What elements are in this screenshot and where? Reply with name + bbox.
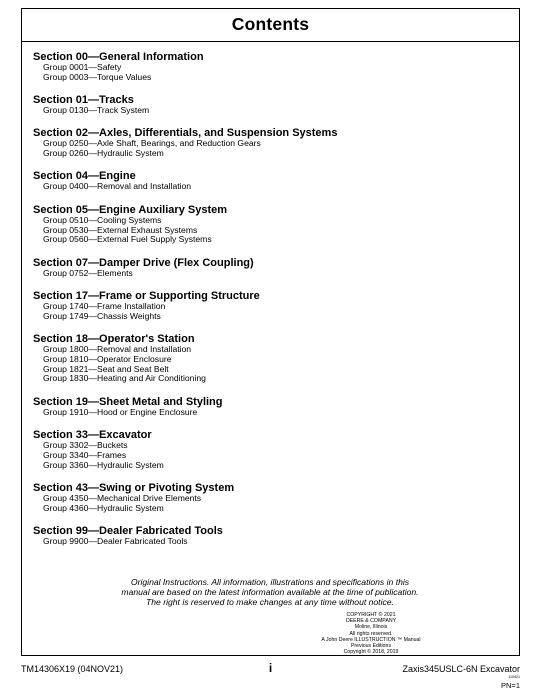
group-number: Group 1810— xyxy=(43,353,97,364)
section-title: Dealer Fabricated Tools xyxy=(99,525,223,538)
toc-section xyxy=(33,334,493,384)
section-number: Section 00— xyxy=(33,51,100,63)
group-title: Mechanical Drive Elements xyxy=(96,492,202,503)
group-number: Group 0510— xyxy=(43,214,97,225)
section-title: General Information xyxy=(99,51,204,63)
copyright-line: Previous Editions xyxy=(350,643,392,650)
group-number: Group 1830— xyxy=(43,373,97,384)
revision-code: 110421 xyxy=(508,675,520,679)
group-title: Torque Values xyxy=(96,71,152,82)
toc-section xyxy=(33,291,493,322)
toc-section xyxy=(33,128,493,159)
copyright-line: Copyright © 2018, 2019 xyxy=(343,649,399,656)
toc-section xyxy=(33,397,493,418)
copyright-block xyxy=(296,612,446,655)
toc-section xyxy=(33,483,493,514)
group-number: Group 1749— xyxy=(43,310,97,321)
section-title: Sheet Metal and Styling xyxy=(99,395,223,408)
section-number: Section 19— xyxy=(33,395,100,408)
copyright-line: All rights reserved. xyxy=(349,630,393,637)
group-entry[interactable] xyxy=(33,537,493,547)
group-entry[interactable] xyxy=(33,73,493,83)
group-title: Hydraulic System xyxy=(96,459,164,470)
group-title: Chassis Weights xyxy=(96,310,161,321)
group-number: Group 1740— xyxy=(43,300,97,311)
group-number: Group 0752— xyxy=(43,267,97,278)
group-title: Elements xyxy=(96,267,133,278)
original-instructions-note xyxy=(90,577,450,607)
title-divider xyxy=(21,41,520,42)
section-title: Frame or Supporting Structure xyxy=(99,289,260,302)
section-number: Section 07— xyxy=(33,256,100,269)
group-number: Group 3340— xyxy=(43,449,97,460)
group-number: Group 3360— xyxy=(43,459,97,470)
group-number: Group 4350— xyxy=(43,492,97,503)
section-title: Damper Drive (Flex Coupling) xyxy=(99,256,254,269)
group-title: Safety xyxy=(96,62,122,72)
group-number: Group 0400— xyxy=(43,181,97,192)
group-number: Group 0003— xyxy=(43,71,97,82)
table-of-contents xyxy=(33,52,493,559)
group-number: Group 1910— xyxy=(43,406,97,417)
toc-section xyxy=(33,526,493,547)
group-title: External Exhaust Systems xyxy=(96,224,198,235)
group-entry[interactable] xyxy=(33,312,493,322)
toc-section xyxy=(33,205,493,245)
copyright-line: A John Deere ILLUSTRUCTION ™ Manual xyxy=(321,636,421,643)
toc-section xyxy=(33,171,493,192)
group-entry[interactable] xyxy=(33,504,493,514)
section-number: Section 33— xyxy=(33,429,100,442)
group-title: Heating and Air Conditioning xyxy=(96,373,206,384)
toc-section xyxy=(33,430,493,470)
group-title: Frames xyxy=(96,449,127,460)
copyright-line: Moline, Illinois xyxy=(354,624,388,631)
section-number: Section 18— xyxy=(33,333,100,346)
group-number: Group 0530— xyxy=(43,224,97,235)
section-number: Section 04— xyxy=(33,170,100,183)
group-number: Group 0560— xyxy=(43,234,97,245)
section-number: Section 02— xyxy=(33,127,100,140)
group-title: Hydraulic System xyxy=(96,148,164,159)
group-title: Buckets xyxy=(96,440,128,451)
page-number: i xyxy=(268,661,273,675)
toc-section xyxy=(33,95,493,116)
group-number: Group 0001— xyxy=(43,62,97,72)
pn-number: PN=1 xyxy=(501,681,520,690)
section-title: Engine Auxiliary System xyxy=(99,203,228,216)
group-title: Dealer Fabricated Tools xyxy=(96,536,188,547)
group-number: Group 3302— xyxy=(43,440,97,451)
group-number: Group 4360— xyxy=(43,502,97,513)
group-entry[interactable] xyxy=(33,374,493,384)
group-number: Group 9900— xyxy=(43,536,97,547)
group-title: Seat and Seat Belt xyxy=(96,363,169,374)
document-id: TM14306X19 (04NOV21) xyxy=(21,664,124,674)
toc-section xyxy=(33,52,493,83)
group-title: External Fuel Supply Systems xyxy=(96,234,212,245)
section-title: Tracks xyxy=(99,94,134,107)
group-title: Frame Installation xyxy=(96,300,166,311)
section-number: Section 17— xyxy=(33,289,100,302)
group-number: Group 1800— xyxy=(43,344,97,355)
section-title: Operator's Station xyxy=(99,333,195,346)
section-number: Section 01— xyxy=(33,94,100,107)
group-number: Group 0250— xyxy=(43,138,97,149)
section-number: Section 43— xyxy=(33,481,100,494)
group-title: Removal and Installation xyxy=(96,344,192,355)
section-title: Swing or Pivoting System xyxy=(99,481,235,494)
group-entry[interactable] xyxy=(33,182,493,192)
group-title: Removal and Installation xyxy=(96,181,192,192)
group-title: Hydraulic System xyxy=(96,502,164,513)
instructions-line: Original Instructions. All information, illustrations and specifications in this xyxy=(130,577,410,587)
group-title: Cooling Systems xyxy=(96,214,162,225)
toc-section xyxy=(33,258,493,279)
group-title: Axle Shaft, Bearings, and Reduction Gears xyxy=(96,138,261,149)
group-number: Group 1821— xyxy=(43,363,97,374)
section-title: Excavator xyxy=(99,429,152,442)
instructions-line: manual are based on the latest information available at the time of publication. xyxy=(121,587,419,597)
copyright-line: DEERE & COMPANY xyxy=(345,618,397,625)
group-entry[interactable] xyxy=(33,235,493,245)
group-entry[interactable] xyxy=(33,269,493,279)
copyright-line: COPYRIGHT © 2021 xyxy=(346,612,396,618)
group-title: Track System xyxy=(96,105,150,116)
group-title: Operator Enclosure xyxy=(96,353,172,364)
group-title: Hood or Engine Enclosure xyxy=(96,406,198,417)
group-number: Group 0260— xyxy=(43,148,97,159)
instructions-line: The right is reserved to make changes at any time without notice. xyxy=(146,597,394,607)
machine-model: Zaxis345USLC-6N Excavator xyxy=(402,664,520,674)
section-title: Axles, Differentials, and Suspension Systems xyxy=(99,127,338,140)
group-number: Group 0130— xyxy=(43,105,97,116)
group-entry[interactable] xyxy=(33,149,493,159)
group-entry[interactable] xyxy=(33,461,493,471)
group-entry[interactable] xyxy=(33,408,493,418)
group-entry[interactable] xyxy=(33,106,493,116)
section-title: Engine xyxy=(99,170,136,183)
page-title: Contents xyxy=(231,14,310,34)
section-number: Section 99— xyxy=(33,525,100,538)
section-number: Section 05— xyxy=(33,203,100,216)
